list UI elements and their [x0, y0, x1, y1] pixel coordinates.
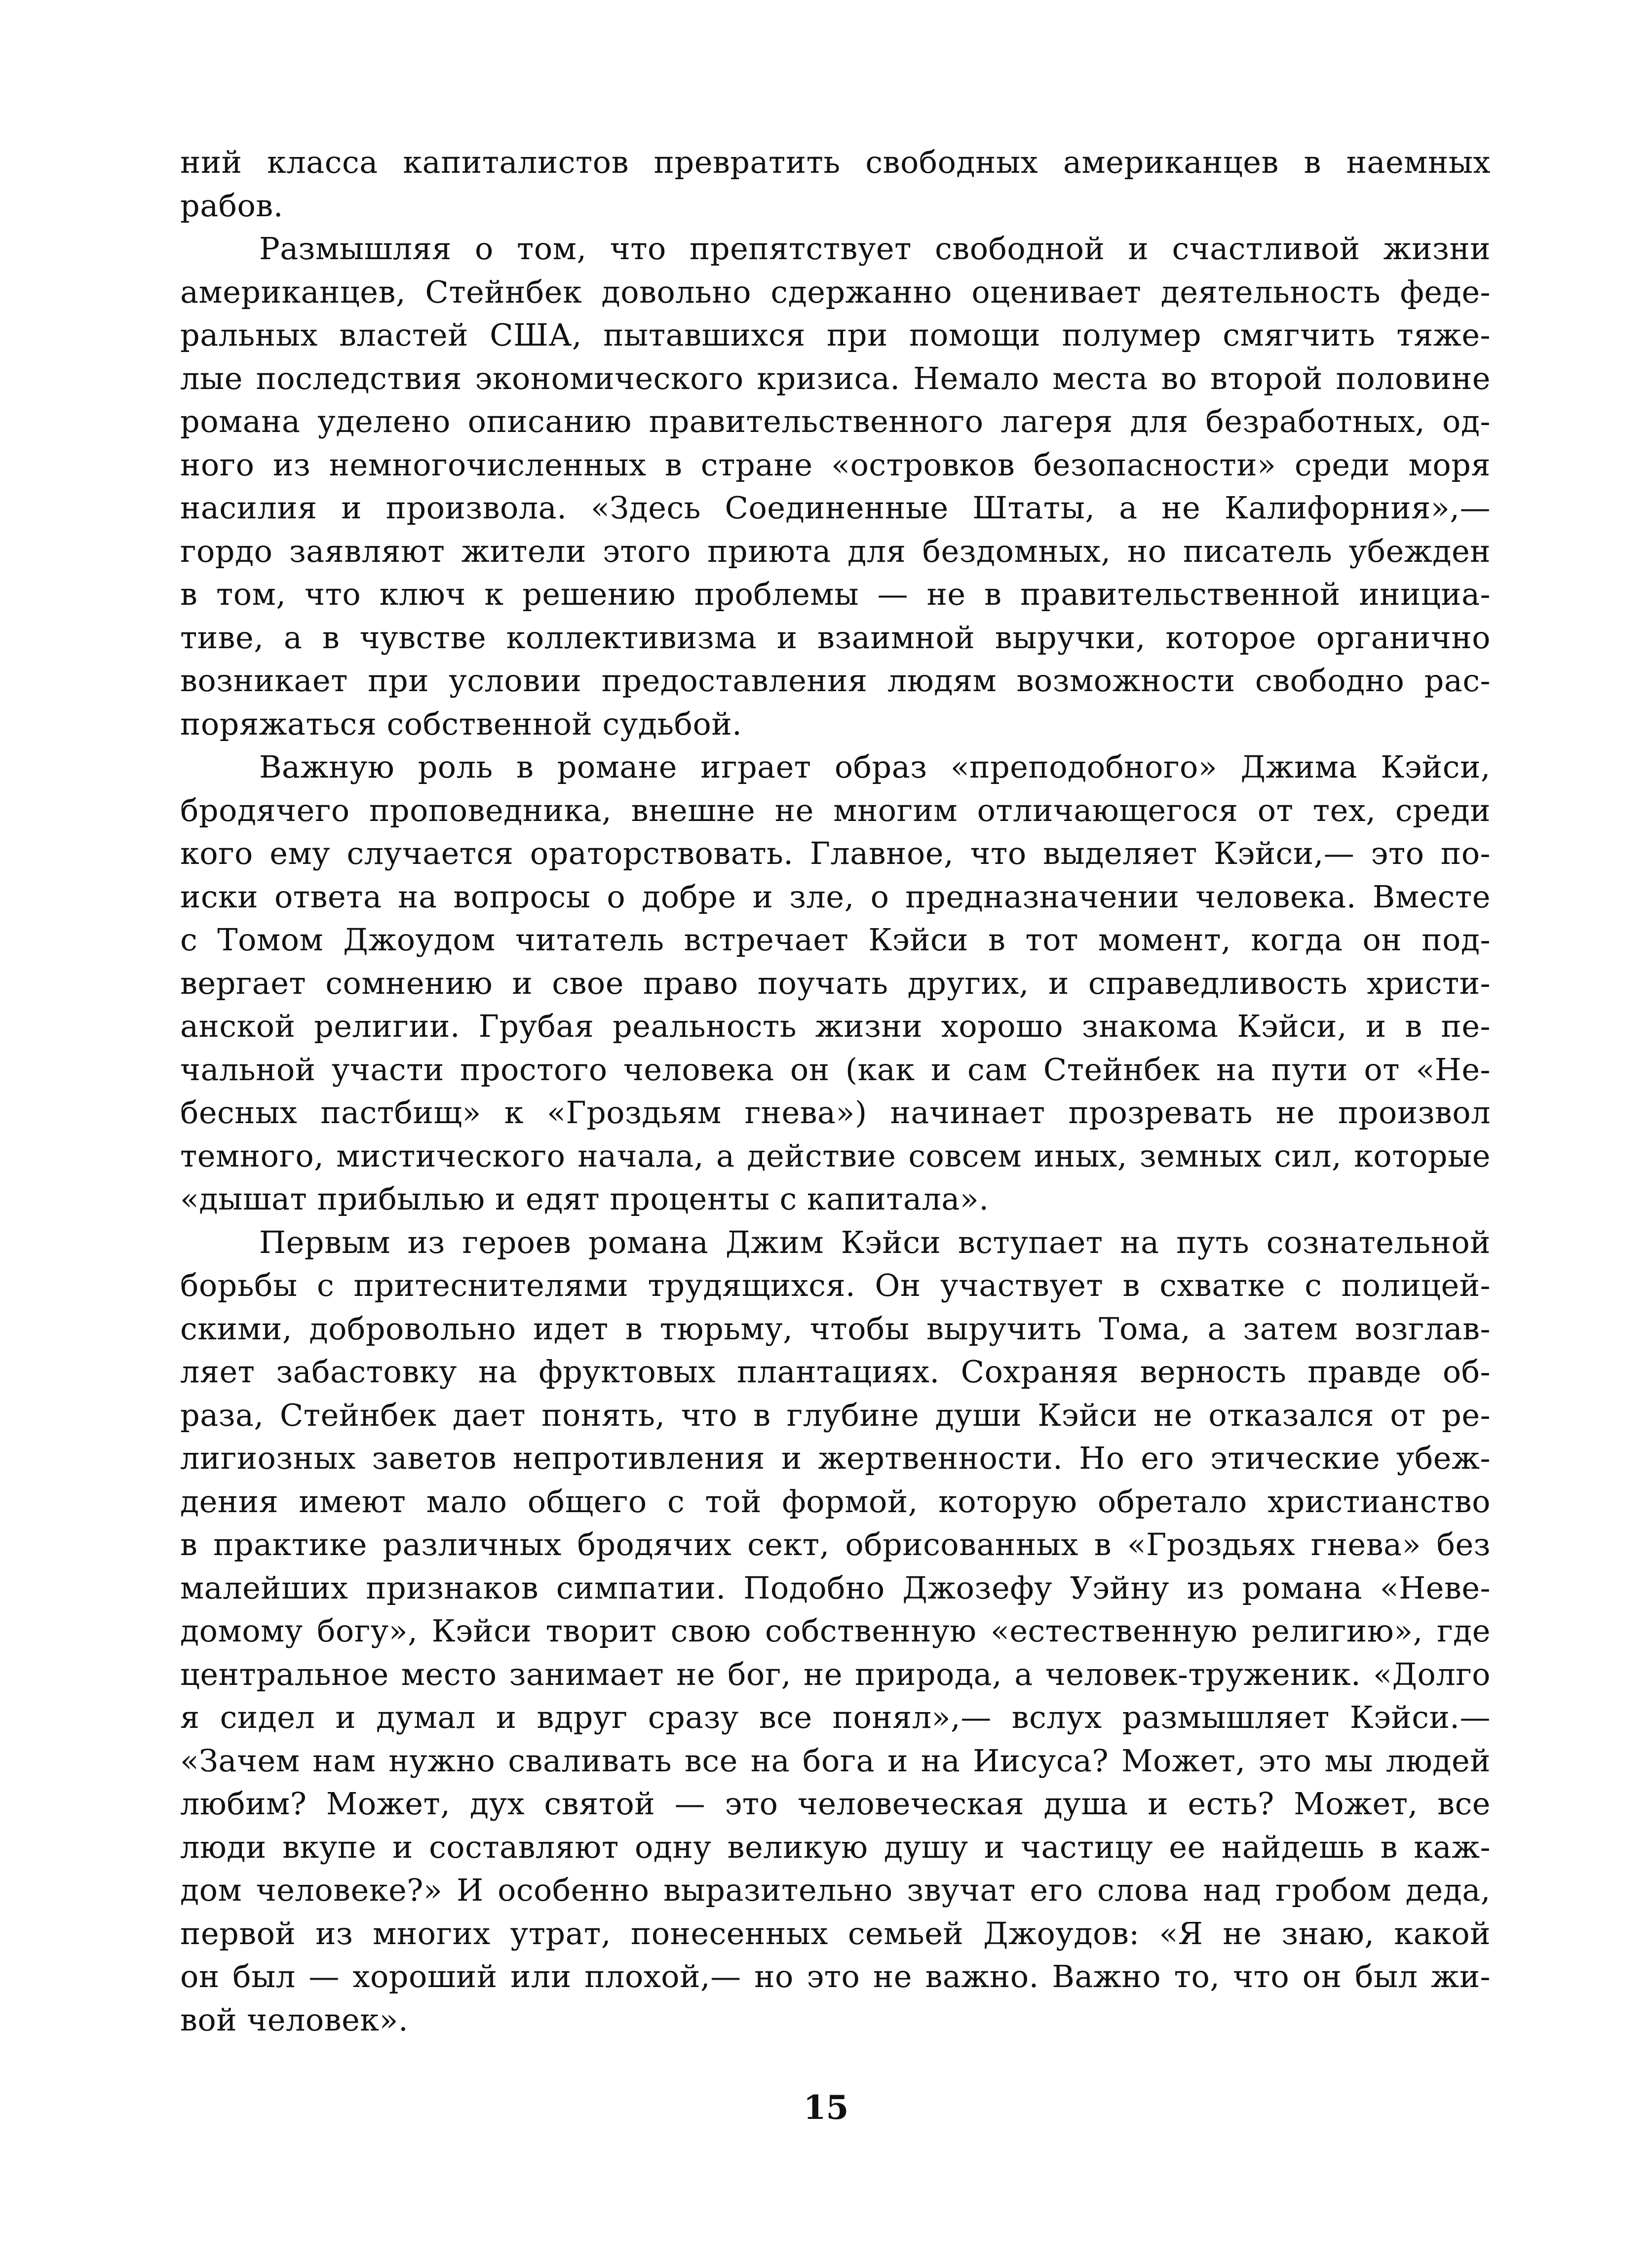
text-line: бесных пастбищ» к «Гроздьям гнева») начинает прозревать не произвол [180, 1094, 1491, 1131]
text-line: американцев, Стейнбек довольно сдержанно оценивает деятельность феде- [180, 273, 1491, 310]
text-line: романа уделено описанию правительственного лагеря для безработных, од- [180, 403, 1491, 439]
text-line: «Зачем нам нужно сваливать все на бога и на Иисуса? Может, это мы людей [180, 1742, 1491, 1779]
text-line: он был — хороший или плохой,— но это не важно. Важно то, что он был жи- [180, 1958, 1491, 1994]
text-line: гордо заявляют жители этого приюта для бездомных, но писатель убежден [180, 533, 1491, 569]
text-line: лигиозных заветов непротивления и жертвенности. Но его этические убеж- [180, 1440, 1491, 1476]
text-line: раза, Стейнбек дает понять, что в глубине души Кэйси не отказался от ре- [180, 1397, 1491, 1433]
text-line: я сидел и думал и вдруг сразу все понял»,— вслух размышляет Кэйси.— [180, 1699, 1491, 1735]
text-line: анской религии. Грубая реальность жизни хорошо знакома Кэйси, и в пе- [180, 1008, 1491, 1044]
text-line: ляет забастовку на фруктовых плантациях. Сохраняя верность правде об- [180, 1354, 1491, 1390]
text-line: с Томом Джоудом читатель встречает Кэйси в тот момент, когда он под- [180, 922, 1491, 958]
text-line: насилия и произвола. «Здесь Соединенные Штаты, а не Калифорния»,— [180, 490, 1491, 526]
text-line: тиве, а в чувстве коллективизма и взаимной выручки, которое органично [180, 619, 1491, 656]
text-line: малейших признаков симпатии. Подобно Джозефу Уэйну из романа «Неве- [180, 1569, 1491, 1606]
text-line: Первым из героев романа Джим Кэйси вступает на путь сознательной [259, 1224, 1491, 1260]
text-line: ральных властей США, пытавшихся при помощи полумер смягчить тяже- [180, 317, 1491, 353]
text-line: люди вкупе и составляют одну великую душу и частицу ее найдешь в каж- [180, 1829, 1491, 1865]
text-line: поряжаться собственной судьбой. [180, 705, 742, 742]
text-line: в том, что ключ к решению проблемы — не в правительственной инициа- [180, 576, 1491, 612]
text-line: в практике различных бродячих сект, обрисованных в «Гроздьях гнева» без [180, 1526, 1491, 1562]
text-line: бродячего проповедника, внешне не многим отличающегося от тех, среди [180, 792, 1491, 828]
text-line: вергает сомнению и свое право поучать других, и справедливость христи- [180, 965, 1491, 1001]
text-line: темного, мистического начала, а действие совсем иных, земных сил, которые [180, 1137, 1491, 1174]
text-line: лые последствия экономического кризиса. Немало места во второй половине [180, 360, 1491, 396]
page-number: 15 [803, 2088, 849, 2127]
text-line: скими, добровольно идет в тюрьму, чтобы выручить Тома, а затем возглав- [180, 1310, 1491, 1347]
text-line: «дышат прибылью и едят проценты с капитала». [180, 1181, 989, 1217]
text-line: Размышляя о том, что препятствует свободной и счастливой жизни [259, 231, 1491, 267]
text-line: первой из многих утрат, понесенных семьей Джоудов: «Я не знаю, какой [180, 1915, 1491, 1952]
text-line: кого ему случается ораторствовать. Главное, что выделяет Кэйси,— это по- [180, 835, 1491, 871]
text-line: иски ответа на вопросы о добре и зле, о предназначении человека. Вместе [180, 878, 1491, 915]
text-line: рабов. [180, 187, 283, 224]
text-line: ний класса капиталистов превратить свободных американцев в наемных [180, 144, 1491, 180]
text-line: центральное место занимает не бог, не природа, а человек-труженик. «Долго [180, 1656, 1491, 1692]
text-line: дения имеют мало общего с той формой, которую обретало христианство [180, 1483, 1491, 1520]
text-line: возникает при условии предоставления людям возможности свободно рас- [180, 663, 1491, 699]
text-body [180, 141, 1491, 2041]
text-line: чальной участи простого человека он (как и сам Стейнбек на пути от «Не- [180, 1051, 1491, 1088]
text-line: дом человеке?» И особенно выразительно звучат его слова над гробом деда, [180, 1872, 1491, 1908]
text-line: любим? Может, дух святой — это человеческая душа и есть? Может, все [180, 1786, 1491, 1822]
text-line: борьбы с притеснителями трудящихся. Он участвует в схватке с полицей- [180, 1267, 1491, 1303]
text-line: ного из немногочисленных в стране «островков безопасности» среди моря [180, 446, 1491, 483]
text-line: домому богу», Кэйси творит свою собственную «естественную религию», где [180, 1613, 1491, 1649]
text-line: вой человек». [180, 2001, 409, 2038]
text-line: Важную роль в романе играет образ «преподобного» Джима Кэйси, [259, 749, 1491, 785]
